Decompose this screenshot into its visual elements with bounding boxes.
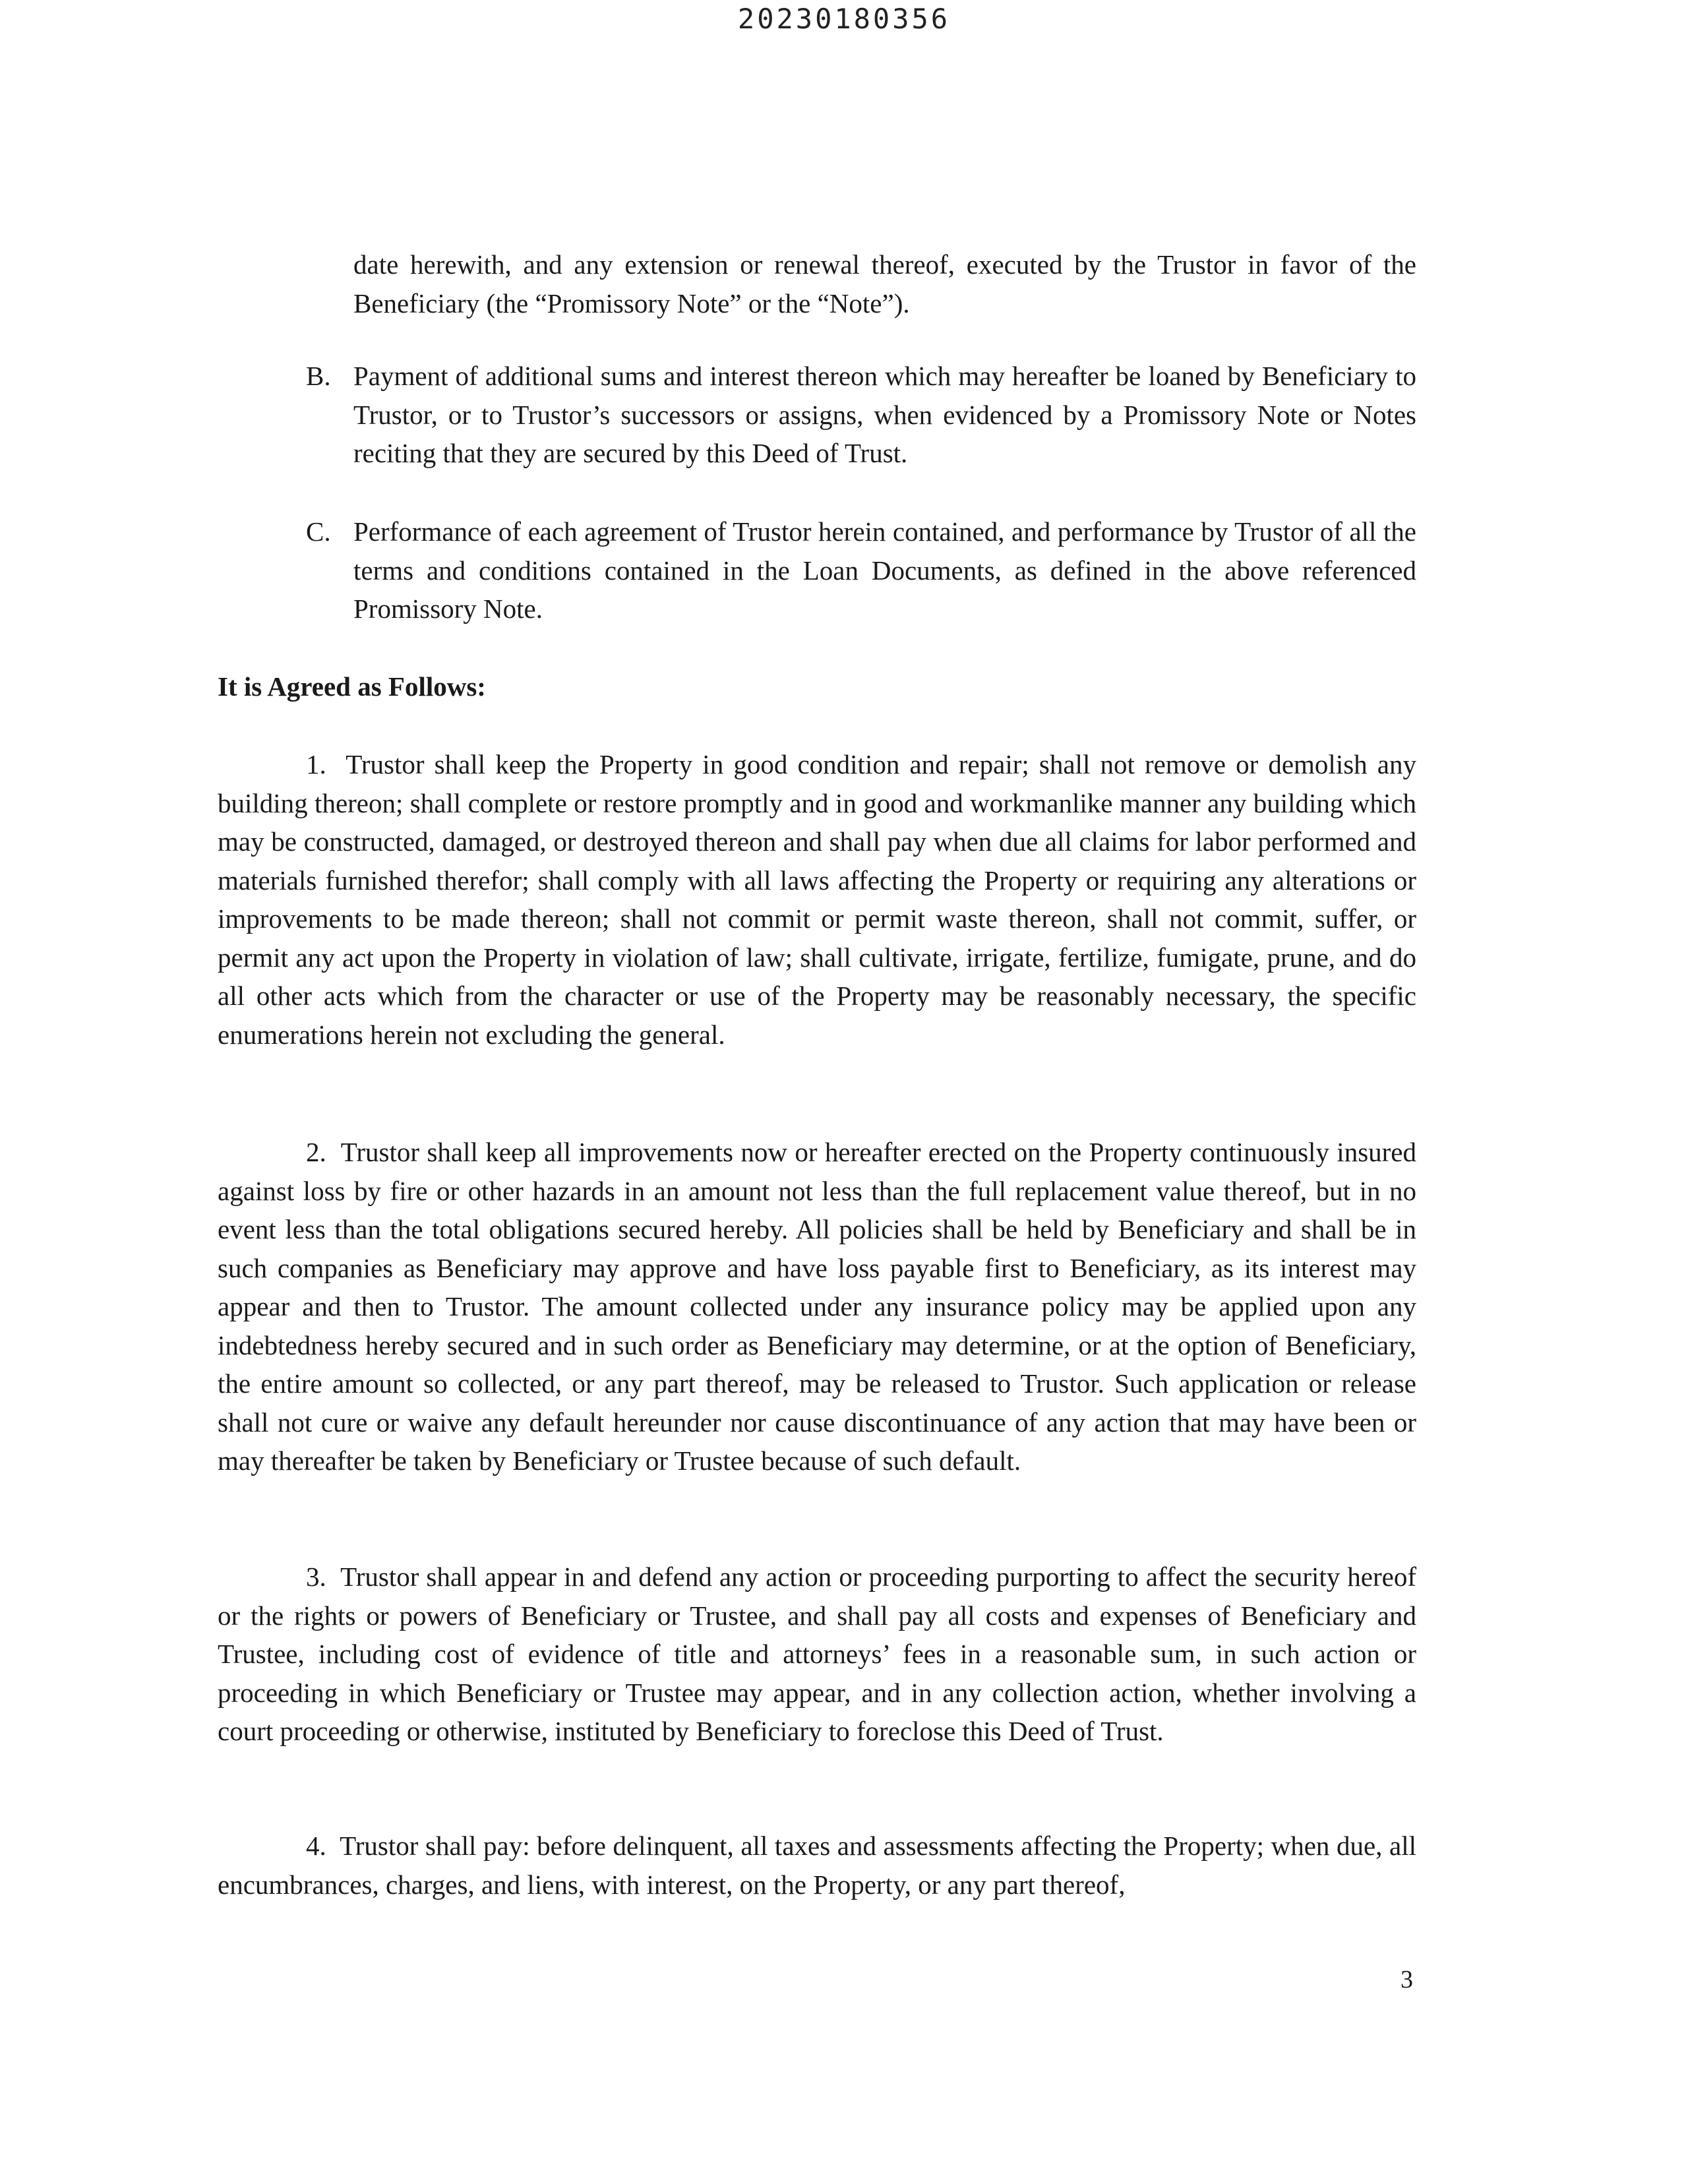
list-item-b (306, 357, 1416, 473)
paragraph-text: Trustor shall keep the Property in good condition and repair; shall not remove or demolish any building thereon; shall complete or restore promptly and in good and workmanlike manner any building which may be constructed, damaged, or destroyed thereon and shall pay when due all claims for labor performed and materials furnished therefor; shall comply with all laws affecting the Property or requiring any alterations or improvements to be made thereon; shall not commit or permit waste thereon, shall not commit, suffer, or permit any act upon the Property in violation of law; shall cultivate, irrigate, fertilize, fumigate, prune, and do all other acts which from the character or use of the Property may be reasonably necessary, the specific enumerations herein not excluding the general. (218, 749, 1417, 1050)
paragraph-text: Trustor shall pay: before delinquent, all taxes and assessments affecting the Property; when due, all encumbrances, charges, and liens, with interest, on the Property, or any part thereof, (218, 1831, 1416, 1900)
recording-number: 20230180356 (737, 3, 951, 35)
item-a-continuation: date herewith, and any extension or renewal thereof, executed by the Trustor in favor of the Beneficiary (the “Promissory Note” or the “Note”). (353, 249, 1416, 318)
page-number: 3 (1401, 1966, 1413, 1993)
item-text: Performance of each agreement of Trustor herein contained, and performance by Trustor of all the terms and conditions contained in the Loan Documents, as defined in the above referenced Promissory Note. (353, 516, 1416, 624)
numbered-paragraph-1 (218, 745, 1416, 1054)
paragraph-number: 1. (306, 749, 326, 779)
paragraph-text: Trustor shall keep all improvements now or hereafter erected on the Property continuously insured against loss by fire or other hazards in an amount not less than the full replacement value thereof, but in no event less than the total obligations secured hereby. All policies shall be held by Beneficiary and shall be in such companies as Beneficiary may approve and have loss payable first to Beneficiary, as its interest may appear and then to Trustor. The amount collected under any insurance policy may be applied upon any indebtedness hereby secured and in such order as Beneficiary may determine, or at the option of Beneficiary, the entire amount so collected, or any part thereof, may be released to Trustor. Such application or release shall not cure or waive any default hereunder nor cause discontinuance of any action that may have been or may thereafter be taken by Beneficiary or Trustee because of such default. (218, 1137, 1417, 1476)
item-letter: B. (306, 361, 331, 391)
numbered-paragraph-3 (218, 1558, 1416, 1751)
numbered-paragraph-4 (218, 1827, 1416, 1904)
paragraph-number: 2. (306, 1137, 326, 1167)
item-letter: C. (306, 516, 331, 547)
paragraph-number: 3. (306, 1562, 326, 1592)
item-text: Payment of additional sums and interest thereon which may hereafter be loaned by Beneficiary to Trustor, or to Trustor’s successors or assigns, when evidenced by a Promissory Note or Notes reciting that they are secured by this Deed of Trust. (353, 361, 1416, 468)
list-item-c (306, 512, 1416, 628)
paragraph-number: 4. (306, 1831, 326, 1861)
section-heading: It is Agreed as Follows: (218, 671, 486, 702)
numbered-paragraph-2 (218, 1133, 1416, 1480)
paragraph-text: Trustor shall appear in and defend any action or proceeding purporting to affect the security hereof or the rights or powers of Beneficiary or Trustee, and shall pay all costs and expenses of Beneficiary and Trustee, including cost of evidence of title and attorneys’ fees in a reasonable sum, in such action or proceeding in which Beneficiary or Trustee may appear, and in any collection action, whether involving a court proceeding or otherwise, instituted by Beneficiary to foreclose this Deed of Trust. (218, 1562, 1416, 1746)
